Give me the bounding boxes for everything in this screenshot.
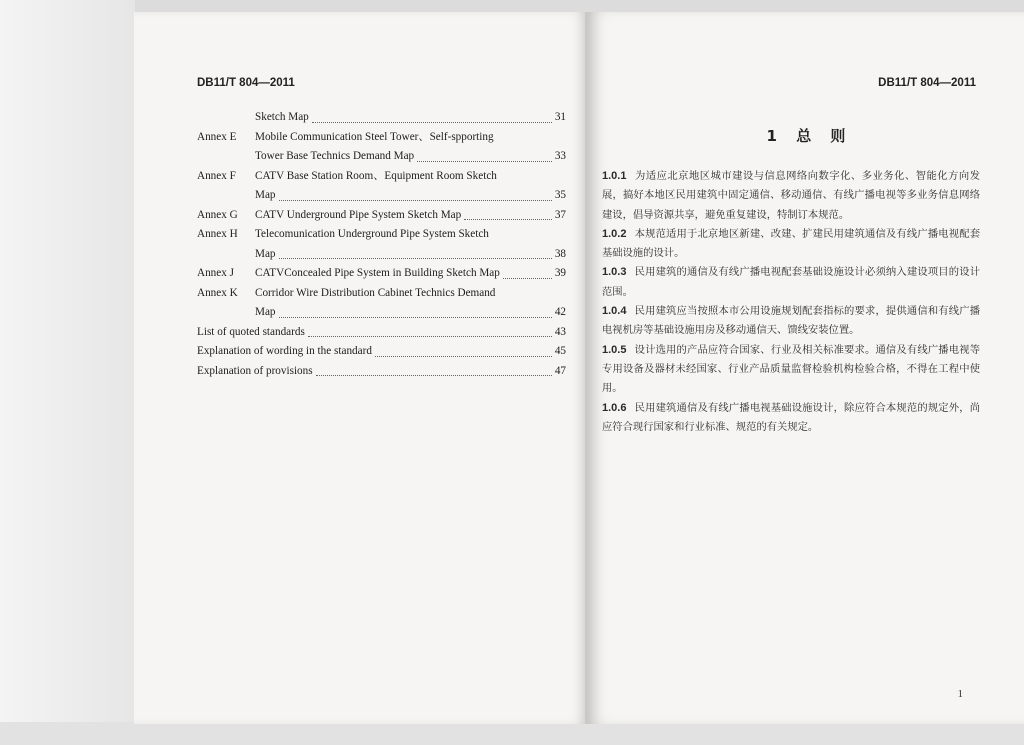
toc-annex-label: Annex H: [197, 228, 238, 240]
toc-page-number: 47: [554, 364, 566, 377]
toc-leader-dots: [503, 278, 552, 279]
clause-paragraph: [602, 167, 980, 225]
clause-paragraph: [602, 225, 980, 264]
toc-title-text: Telecomunication Underground Pipe System Sketch: [255, 228, 489, 240]
toc-title-text: CATV Base Station Room、Equipment Room Sketch: [255, 169, 497, 182]
toc-line: [197, 167, 566, 187]
clause-text: 设计选用的产品应符合国家、行业及相关标准要求。通信及有线广播电视等专用设备及器材未经国家、行业产品质量监督检验机构检验合格，不得在工程中使用。: [602, 343, 980, 395]
toc-leader-dots: [279, 200, 552, 201]
clause-paragraph: [602, 302, 980, 341]
toc-leader-dots: [312, 122, 552, 123]
toc-page-number: 31: [554, 111, 566, 123]
left-page-header: DB11/T 804—2011: [197, 77, 295, 89]
toc-line: [197, 342, 566, 362]
right-page: [588, 12, 1024, 724]
toc-leader-dots: [316, 375, 552, 376]
toc-title-text: CATV Underground Pipe System Sketch Map: [255, 208, 462, 221]
clause-number: 1.0.4: [602, 305, 627, 318]
toc-page-number: 45: [554, 345, 566, 357]
toc-title-text: Tower Base Technics Demand Map: [255, 150, 415, 162]
toc-page-number: 37: [554, 208, 566, 221]
clause-text: 民用建筑的通信及有线广播电视配套基础设施设计必须纳入建设项目的设计范围。: [602, 266, 980, 298]
toc-line: [197, 284, 566, 304]
toc-title-text: Sketch Map: [255, 111, 309, 123]
clause-number: 1.0.5: [602, 343, 627, 356]
left-page: [134, 12, 587, 724]
clause-number: 1.0.6: [602, 401, 627, 414]
toc-leader-dots: [308, 336, 552, 337]
toc-annex-label: Annex G: [197, 208, 238, 221]
clause-number: 1.0.3: [602, 266, 627, 279]
scan-background-bottom: [0, 722, 1024, 745]
toc-title-text: List of quoted standards: [197, 325, 305, 338]
page-number: 1: [957, 688, 963, 700]
toc-annex-label: Annex K: [197, 286, 238, 299]
toc-line: [197, 108, 566, 128]
toc-line: [197, 128, 566, 148]
toc-leader-dots: [279, 317, 552, 318]
toc-line: [197, 206, 566, 226]
toc-annex-label: Annex F: [197, 169, 236, 182]
toc-line: [197, 245, 566, 265]
toc-leader-dots: [375, 356, 552, 357]
toc-leader-dots: [417, 161, 552, 162]
toc-title-text: Explanation of wording in the standard: [197, 345, 372, 357]
chapter-title: 1 总 则: [766, 127, 846, 145]
toc-page-number: 38: [554, 247, 566, 260]
toc-line: [197, 264, 566, 284]
toc-title-text: Corridor Wire Distribution Cabinet Technics Demand: [255, 286, 496, 299]
toc-page-number: 39: [554, 267, 566, 279]
toc-leader-dots: [279, 258, 552, 259]
scan-background: [0, 0, 135, 745]
toc-line: [197, 225, 566, 245]
clause-text: 本规范适用于北京地区新建、改建、扩建民用建筑通信及有线广播电视配套基础设施的设计。: [602, 227, 980, 260]
clause-text: 民用建筑通信及有线广播电视基础设施设计，除应符合本规范的规定外，尚应符合现行国家和行业标准、规范的有关规定。: [602, 401, 980, 433]
toc-line: [197, 147, 566, 167]
toc-title-text: Mobile Communication Steel Tower、Self-spporting: [255, 130, 494, 143]
toc-title-text: Map: [255, 189, 276, 201]
clause-paragraph: [602, 341, 980, 399]
toc-annex-label: Annex J: [197, 267, 234, 279]
toc-line: [197, 362, 566, 382]
clause-number: 1.0.2: [602, 227, 627, 240]
toc-title-text: Explanation of provisions: [197, 364, 313, 377]
clause-paragraph: [602, 263, 980, 302]
toc-title-text: CATVConcealed Pipe System in Building Sketch Map: [255, 267, 500, 279]
clause-number: 1.0.1: [602, 170, 627, 182]
toc-page-number: 43: [554, 325, 566, 338]
clause-list: [602, 167, 980, 437]
toc-title-text: Map: [255, 247, 276, 260]
toc-page-number: 42: [554, 306, 566, 318]
table-of-contents: [197, 108, 566, 381]
clause-text: 民用建筑应当按照本市公用设施规划配套指标的要求，提供通信和有线广播电视机房等基础设施用房及移动通信天、馈线安装位置。: [602, 305, 980, 337]
toc-line: [197, 186, 566, 206]
toc-leader-dots: [464, 219, 552, 220]
toc-annex-label: Annex E: [197, 130, 237, 143]
toc-line: [197, 303, 566, 323]
toc-page-number: 33: [554, 150, 566, 162]
right-page-header: DB11/T 804—2011: [878, 77, 976, 89]
toc-title-text: Map: [255, 306, 276, 318]
toc-line: [197, 323, 566, 343]
clause-paragraph: [602, 399, 980, 438]
toc-page-number: 35: [554, 189, 566, 201]
clause-text: 为适应北京地区城市建设与信息网络向数字化、多业务化、智能化方向发展，搞好本地区民用建筑中固定通信、移动通信、有线广播电视等多业务信息网络建设，倡导资源共享，避免重复建设，特制订本规范。: [602, 170, 980, 221]
